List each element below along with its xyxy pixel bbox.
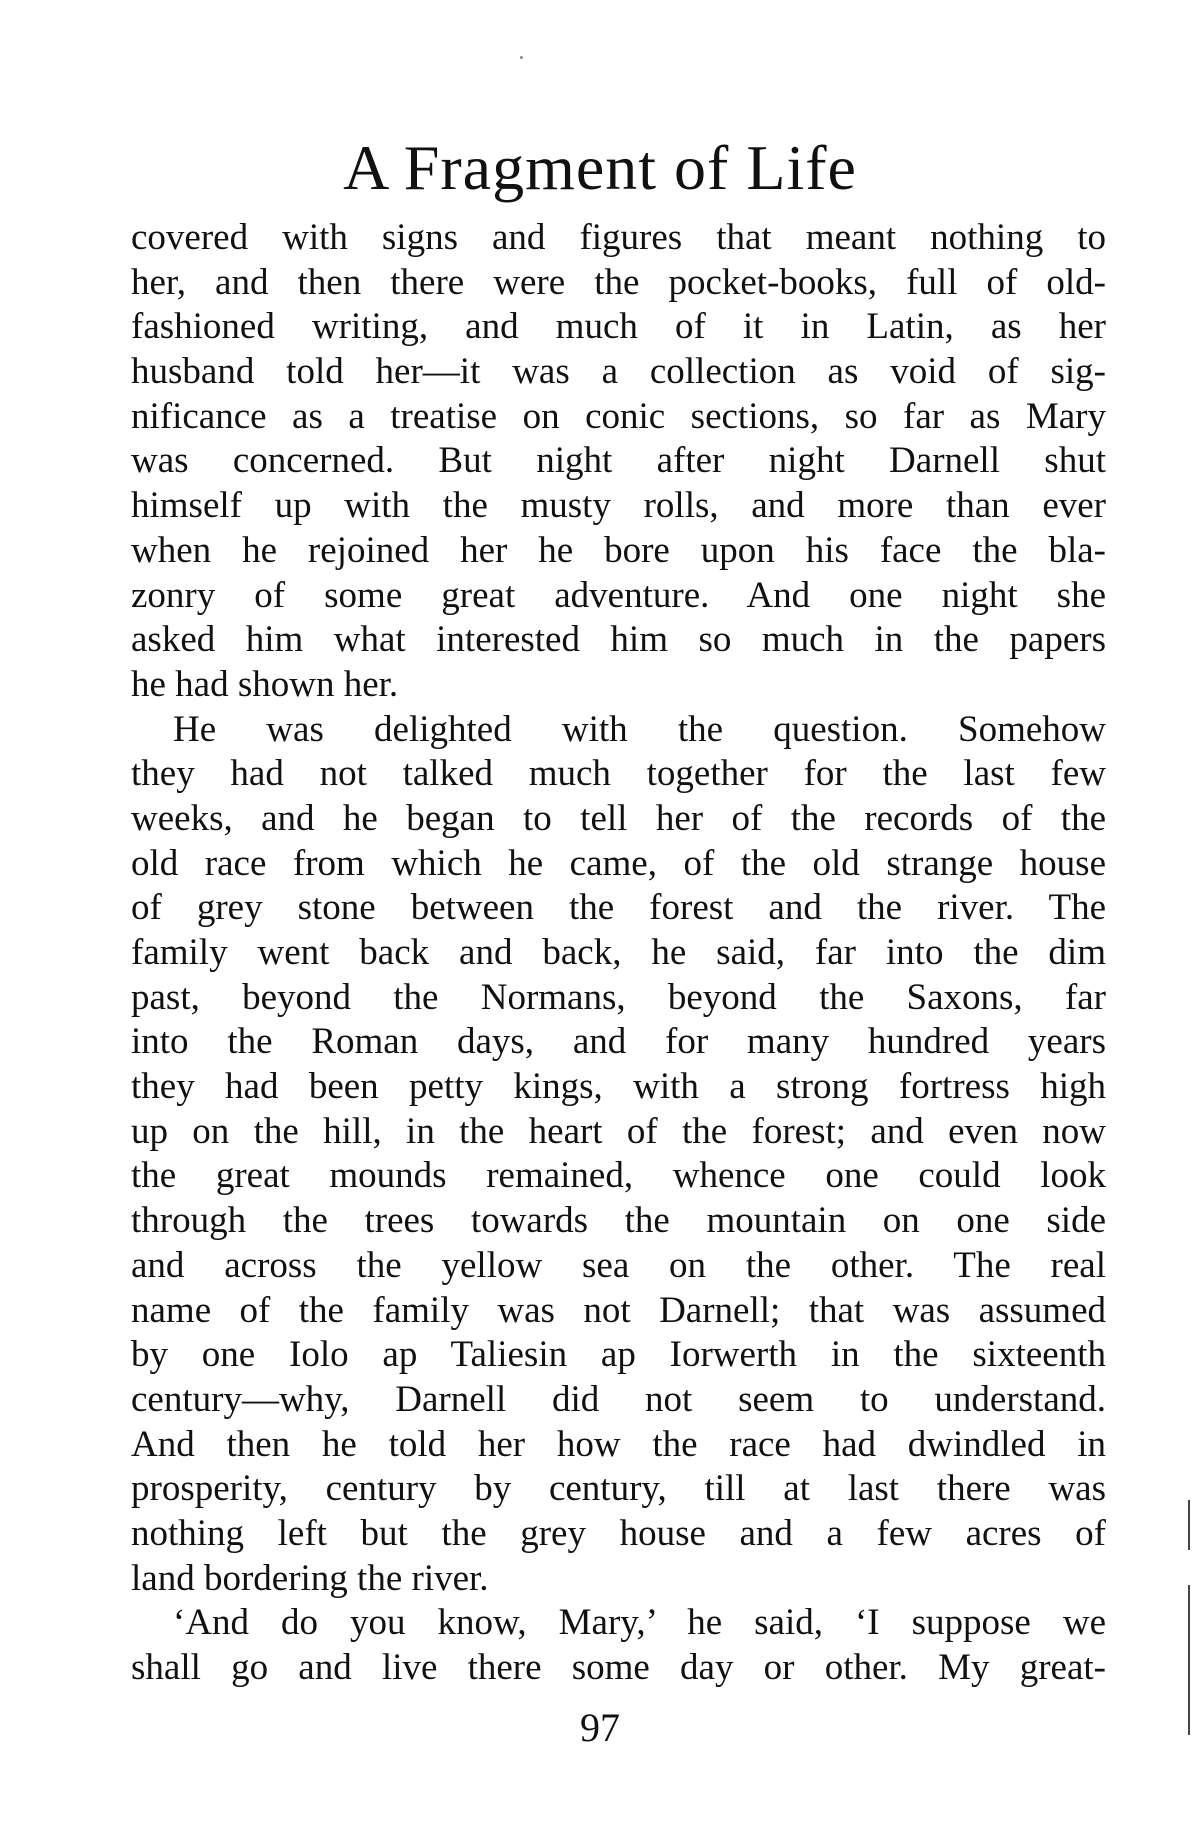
text-line: fashioned writing, and much of it in Latin, as her	[131, 306, 1106, 348]
text-line: weeks, and he began to tell her of the records of the	[131, 797, 1106, 839]
text-line: And then he told her how the race had dwindled in	[131, 1423, 1106, 1465]
text-line: shall go and live there some day or other. My great-	[131, 1647, 1106, 1688]
margin-mark	[1188, 1500, 1190, 1550]
text-line: old race from which he came, of the old strange house	[131, 842, 1106, 884]
text-line: of grey stone between the forest and the river. The	[131, 887, 1106, 929]
text-line: name of the family was not Darnell; that was assumed	[131, 1289, 1106, 1331]
text-line: and across the yellow sea on the other. The real	[131, 1244, 1106, 1286]
paragraph-start-line: ‘And do you know, Mary,’ he said, ‘I suppose we	[173, 1602, 1106, 1644]
text-line: century—why, Darnell did not seem to understand.	[131, 1378, 1106, 1420]
text-line: himself up with the musty rolls, and more than ever	[131, 485, 1106, 527]
paragraph-start-line: He was delighted with the question. Somehow	[173, 708, 1106, 750]
text-line: the great mounds remained, whence one could look	[131, 1155, 1106, 1197]
print-speck	[520, 56, 523, 59]
page-number: 97	[580, 1705, 620, 1750]
text-line: family went back and back, he said, far into the dim	[131, 932, 1106, 973]
body-text	[131, 216, 1106, 1691]
text-line: husband told her—it was a collection as void of sig-	[131, 351, 1106, 393]
text-line: land bordering the river.	[131, 1557, 489, 1599]
text-line: by one Iolo ap Taliesin ap Iorwerth in the sixteenth	[131, 1334, 1106, 1376]
text-line: her, and then there were the pocket-books, full of old-	[131, 261, 1106, 303]
margin-mark	[1188, 1585, 1190, 1735]
text-line: prosperity, century by century, till at last there was	[131, 1468, 1106, 1510]
text-line: they had not talked much together for the last few	[131, 753, 1106, 795]
text-line: nothing left but the grey house and a few acres of	[131, 1512, 1106, 1554]
text-line: he had shown her.	[131, 663, 399, 705]
running-head: A Fragment of Life	[343, 132, 857, 203]
text-line: past, beyond the Normans, beyond the Saxons, far	[131, 976, 1106, 1018]
text-line: asked him what interested him so much in the papers	[131, 619, 1106, 661]
text-line: nificance as a treatise on conic sections, so far as Mary	[131, 395, 1106, 437]
text-line: covered with signs and figures that meant nothing to	[131, 217, 1106, 258]
text-line: up on the hill, in the heart of the forest; and even now	[131, 1110, 1106, 1152]
text-line: when he rejoined her he bore upon his face the bla-	[131, 529, 1106, 571]
text-line: through the trees towards the mountain on one side	[131, 1200, 1106, 1242]
text-line: they had been petty kings, with a strong fortress high	[131, 1066, 1106, 1108]
text-line: zonry of some great adventure. And one night she	[131, 574, 1106, 616]
text-line: was concerned. But night after night Darnell shut	[131, 440, 1106, 482]
text-line: into the Roman days, and for many hundred years	[131, 1021, 1106, 1063]
